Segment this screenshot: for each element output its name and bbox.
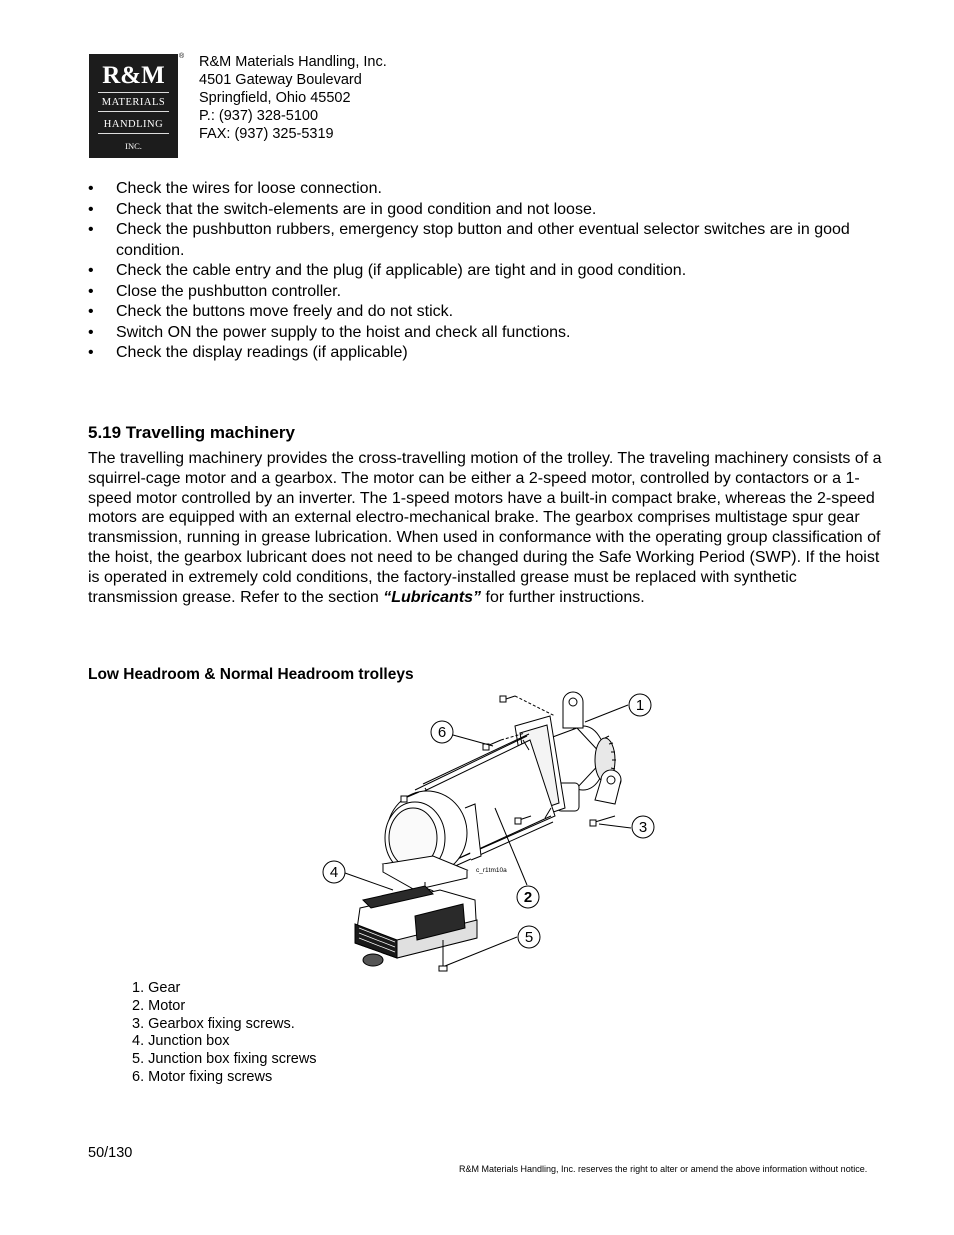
figure-legend <box>132 980 317 1087</box>
list-item <box>88 302 878 323</box>
footer-notice: R&M Materials Handling, Inc. reserves the right to alter or amend the above information without notice. <box>459 1164 868 1174</box>
logo-divider <box>98 92 169 93</box>
drawing-code: c_r1tm10a <box>476 867 507 874</box>
bullet-glyph: • <box>88 221 94 238</box>
list-item <box>88 220 878 261</box>
company-logo <box>89 54 178 158</box>
list-item-text: Check that the switch-elements are in good condition and not loose. <box>116 200 597 218</box>
address-line: P.: (937) 328-5100 <box>199 108 319 124</box>
list-item-text: Check the cable entry and the plug (if applicable) are tight and in good condition. <box>116 262 687 279</box>
list-item <box>88 323 878 344</box>
callout-4 <box>323 861 345 883</box>
company-address <box>199 53 387 143</box>
section-heading: 5.19 Travelling machinery <box>88 423 295 442</box>
legend-item: 6. Motor fixing screws <box>132 1068 273 1085</box>
callout-2 <box>517 886 539 908</box>
list-item-text: Check the pushbutton rubbers, emergency stop button and other eventual selector switches are in good condition. <box>116 221 850 259</box>
legend-item: 4. Junction box <box>132 1033 230 1050</box>
callout-number: 5 <box>524 929 534 946</box>
list-item <box>88 179 878 200</box>
callout-number: 2 <box>523 889 533 906</box>
paragraph-text: The travelling machinery provides the cross-travelling motion of the trolley. The traveling machinery consists of a squirrel-cage motor and a gearbox. The motor can be either a 2-speed motor, controlled by contactors or a 1-speed motor controlled by an inverter. The 1-speed motors have a built-in compact brake, whereas the 2-speed motors are equipped with an external electro-mechanical brake. The gearbox comprises multistage spur gear transmission, running in grease lubrication. When used in conformance with the operating group classification of the hoist, the gearbox lubricant does not need to be changed during the Safe Working Period (SWP). If the hoist is operated in extremely cold conditions, the factory-installed grease must be replaced with synthetic transmission grease. Refer to the section <box>88 450 882 606</box>
callout-number: 6 <box>437 724 447 741</box>
callout-1 <box>629 694 651 716</box>
checklist <box>88 179 878 364</box>
callout-6 <box>431 721 453 743</box>
list-item <box>88 200 878 221</box>
bullet-glyph: • <box>88 303 94 320</box>
callout-number: 1 <box>635 697 645 714</box>
bullet-glyph: • <box>88 262 94 279</box>
lubricants-reference: “Lubricants” <box>383 588 482 606</box>
paragraph-text-end: for further instructions. <box>481 588 645 606</box>
address-line: Springfield, Ohio 45502 <box>199 90 351 106</box>
page-number: 50/130 <box>88 1145 133 1161</box>
list-item-text: Check the display readings (if applicable) <box>116 344 408 361</box>
section-paragraph <box>88 449 888 607</box>
callout-number: 3 <box>638 819 648 836</box>
logo-handling-text: HANDLING <box>103 119 164 130</box>
logo-rm-text: R&M <box>102 62 165 89</box>
address-line: FAX: (937) 325-5319 <box>199 126 334 142</box>
list-item-text: Check the wires for loose connection. <box>116 180 382 197</box>
logo-materials-text: MATERIALS <box>101 97 166 108</box>
list-item-text: Switch ON the power supply to the hoist and check all functions. <box>116 323 571 341</box>
junction-box-drawing <box>355 886 477 966</box>
callout-number: 4 <box>329 864 339 881</box>
logo-inc-text: INC. <box>125 141 142 151</box>
logo-divider <box>98 133 169 134</box>
list-item-text: Check the buttons move freely and do not stick. <box>116 303 454 320</box>
bullet-glyph: • <box>88 180 94 197</box>
bullet-glyph: • <box>88 282 94 300</box>
list-item <box>88 282 878 303</box>
logo-divider <box>98 111 169 112</box>
list-item-text: Close the pushbutton controller. <box>116 282 342 300</box>
subsection-heading: Low Headroom & Normal Headroom trolleys <box>88 666 414 683</box>
address-line: R&M Materials Handling, Inc. <box>199 54 387 70</box>
bullet-glyph: • <box>88 323 94 341</box>
registered-mark: ® <box>179 53 185 60</box>
list-item <box>88 343 878 364</box>
bullet-glyph: • <box>88 344 94 361</box>
callout-3 <box>632 816 654 838</box>
motor-drawing <box>385 734 555 876</box>
legend-item: 2. Motor <box>132 997 186 1014</box>
address-line: 4501 Gateway Boulevard <box>199 72 362 88</box>
legend-item: 3. Gearbox fixing screws. <box>132 1015 295 1032</box>
legend-item: 1. Gear <box>132 980 181 996</box>
legend-item: 5. Junction box fixing screws <box>132 1051 317 1068</box>
list-item <box>88 261 878 282</box>
bullet-glyph: • <box>88 200 94 218</box>
callout-5 <box>518 926 540 948</box>
travelling-machinery-figure <box>315 688 660 978</box>
